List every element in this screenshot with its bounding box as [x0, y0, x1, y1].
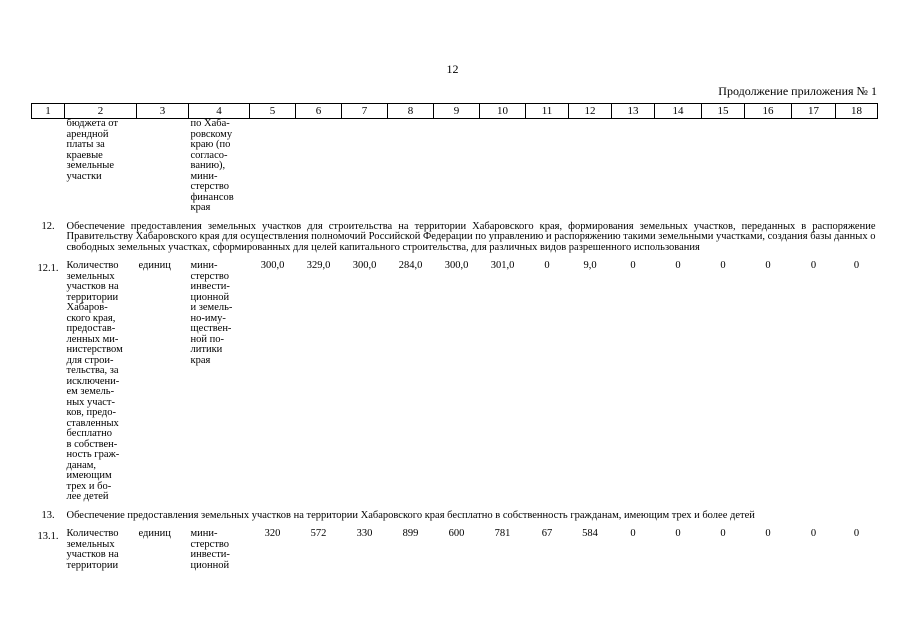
col-header: 12	[569, 104, 612, 119]
col-header: 5	[250, 104, 296, 119]
value-cell: 0	[675, 260, 681, 271]
value-cell: 0	[720, 260, 726, 271]
unit: единиц	[138, 528, 171, 539]
col-header: 1	[32, 104, 65, 119]
section-number: 13.	[41, 509, 55, 521]
col-header: 10	[480, 104, 526, 119]
value-cell: 330	[356, 528, 373, 539]
value-cell: 584	[582, 528, 598, 539]
col-header: 13	[612, 104, 655, 119]
responsible-continued: по Хаба- ровскому краю (по согласо- ванию), мини- стерство финансов края	[190, 118, 234, 213]
value-cell: 329,0	[306, 260, 331, 271]
appendix-continuation-label: Продолжение приложения № 1	[718, 84, 877, 98]
table-cell	[250, 119, 878, 214]
table-cell	[32, 119, 65, 214]
col-header: 15	[702, 104, 745, 119]
indicator-row-12-1	[32, 261, 878, 503]
col-header: 6	[296, 104, 342, 119]
indicator-name: Количество земельных участков на территории Хабаров- ского края, предостав- ленных ми- нистерством для строи- тельства, за исключени- ем земель- ных участ- ков, предо- ставленных бесплатно в собствен- ность граж- данам, имеющим трех и бо- лее детей	[66, 260, 123, 502]
value-cell: 572	[310, 528, 327, 539]
value-cell: 0	[630, 528, 636, 539]
value-cell: 0	[853, 528, 860, 539]
indicator-name: Количество земельных участков на территории	[66, 528, 119, 571]
value-cell: 67	[541, 528, 553, 539]
value-cell: 0	[720, 528, 726, 539]
col-header: 16	[745, 104, 792, 119]
section-row-12	[32, 214, 878, 262]
table-cell	[137, 119, 189, 214]
section-title: Обеспечение предоставления земельных участков на территории Хабаровского края бесплатно в собственность гражданам, имеющим трех и более детей	[66, 509, 755, 521]
indicator-name-continued: бюджета от арендной платы за краевые земельные участки	[66, 118, 118, 182]
value-cell: 0	[544, 260, 550, 271]
table-row-continued	[32, 119, 878, 214]
value-cell: 0	[853, 260, 860, 271]
page-number: 12	[446, 62, 459, 76]
row-number: 12.1.	[37, 263, 59, 274]
col-header: 17	[792, 104, 836, 119]
value-cell: 9,0	[583, 260, 597, 271]
col-header: 11	[526, 104, 569, 119]
indicator-row-13-1	[32, 529, 878, 571]
value-cell: 0	[810, 260, 817, 271]
value-cell: 0	[765, 260, 771, 271]
value-cell: 300,0	[444, 260, 469, 271]
value-cell: 0	[630, 260, 636, 271]
column-number-header	[32, 104, 878, 119]
col-header: 4	[189, 104, 250, 119]
section-title: Обеспечение предоставления земельных участков для строительства на территории Хабаровского края, формирования земельных участков, переданных в распоряжение Правительству Хабаровского края для осуществления полномочий Российской Федерации по управлению и распоряжению такими земельными участками, создания базы данных о свободных земельных участках, сформированных для целей капитального строительства, для различных видов разрешенного использования	[66, 220, 876, 253]
value-cell: 781	[494, 528, 511, 539]
col-header: 18	[836, 104, 878, 119]
col-header: 8	[388, 104, 434, 119]
value-cell: 300,0	[260, 260, 285, 271]
value-cell: 320	[264, 528, 281, 539]
col-header: 9	[434, 104, 480, 119]
col-header: 7	[342, 104, 388, 119]
col-header: 3	[137, 104, 189, 119]
value-cell: 0	[765, 528, 771, 539]
indicators-table	[31, 103, 878, 571]
col-header: 2	[65, 104, 137, 119]
value-cell: 300,0	[352, 260, 377, 271]
section-number: 12.	[41, 220, 55, 232]
value-cell: 284,0	[398, 260, 423, 271]
col-header: 14	[655, 104, 702, 119]
value-cell: 0	[810, 528, 817, 539]
value-cell: 899	[402, 528, 419, 539]
section-row-13	[32, 503, 878, 530]
value-cell: 600	[448, 528, 465, 539]
row-number: 13.1.	[37, 531, 59, 542]
responsible: мини- стерство инвести- ционной и земель- но-иму- ществен- ной по- литики края	[190, 260, 233, 366]
unit: единиц	[138, 260, 171, 271]
value-cell: 301,0	[490, 260, 515, 271]
responsible: мини- стерство инвести- ционной	[190, 528, 230, 571]
value-cell: 0	[675, 528, 681, 539]
